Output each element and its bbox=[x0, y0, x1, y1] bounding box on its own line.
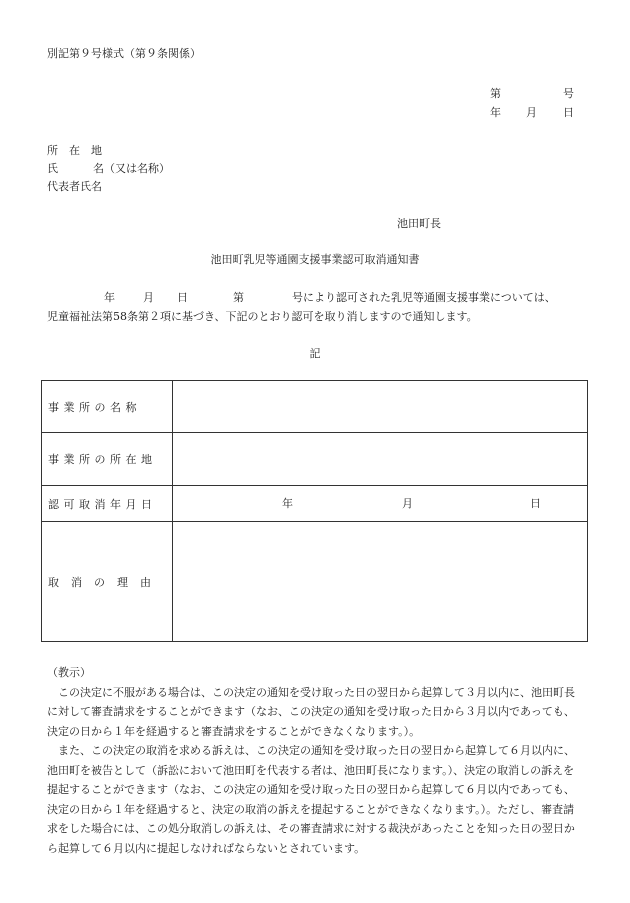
revocation-day: 日 bbox=[530, 497, 541, 510]
address-label: 所 在 地 bbox=[47, 144, 102, 157]
form-number: 別記第９号様式（第９条関係） bbox=[47, 47, 201, 60]
ki-marker: 記 bbox=[309, 347, 321, 360]
notes-paragraph-2: また、この決定の取消を求める訴えは、この決定の通知を受け取った日の翌日から起算して６月以内に、池田町を被告として（訴訟において池田町を代表する者は、池田町長になります。）、決定の取消しの訴えを提起することができます（なお、この決定の通知を受け取った日の翌日から起算して６月以内であっても、決定の日から１年を経過すると、決定の取消の訴えを提起することができなくなります。）。ただし、審査請求をした場合には、この処分取消しの訴えは、その審査請求に対する裁決があったことを知った日の翌日から起算して６月以内に提起しなければならないとされています。 bbox=[47, 744, 575, 855]
body-month: 月 bbox=[143, 291, 154, 304]
body-day: 日 bbox=[177, 291, 188, 304]
doc-number-suffix: 号 bbox=[563, 87, 574, 100]
revocation-month: 月 bbox=[402, 497, 413, 510]
row-label-revocation-date: 認 可 取 消 年 月 日 bbox=[42, 486, 173, 522]
row-label-revocation-reason: 取 消 の 理 由 bbox=[42, 522, 173, 642]
revocation-year: 年 bbox=[282, 497, 293, 510]
row-label-facility-name: 事 業 所 の 名 称 bbox=[42, 381, 173, 433]
body-number-prefix: 第 bbox=[233, 291, 244, 304]
table-row bbox=[42, 381, 588, 433]
body-year: 年 bbox=[104, 291, 115, 304]
row-value-facility-address bbox=[173, 433, 588, 486]
body-line2: 児童福祉法第58条第２項に基づき、下記のとおり認可を取り消しますので通知します。 bbox=[47, 310, 478, 323]
doc-number-prefix: 第 bbox=[490, 87, 501, 100]
row-value-facility-name bbox=[173, 381, 588, 433]
doc-date-month: 月 bbox=[526, 106, 537, 119]
notes-paragraph-1: この決定に不服がある場合は、この決定の通知を受け取った日の翌日から起算して３月以内に、池田町長に対して審査請求をすることができます（なお、この決定の通知を受け取った日から３月以内であっても、決定の日から１年を経過すると審査請求をすることができなくなります。）。 bbox=[47, 685, 575, 738]
body-line1: 号により認可された乳児等通園支援事業については、 bbox=[292, 291, 556, 304]
name-label-part2: 名（又は名称） bbox=[93, 162, 170, 175]
row-value-revocation-reason bbox=[173, 522, 588, 642]
representative-label: 代表者氏名 bbox=[47, 180, 102, 193]
issuer: 池田町長 bbox=[397, 217, 441, 230]
table-row bbox=[42, 486, 588, 522]
name-label-part1: 氏 bbox=[47, 162, 58, 175]
document-title: 池田町乳児等通園支援事業認可取消通知書 bbox=[210, 253, 420, 266]
doc-date-year: 年 bbox=[490, 106, 501, 119]
details-table bbox=[41, 380, 588, 642]
doc-date-day: 日 bbox=[563, 106, 574, 119]
row-label-facility-address: 事 業 所 の 所 在 地 bbox=[42, 433, 173, 486]
table-row bbox=[42, 433, 588, 486]
notes-heading: （教示） bbox=[47, 666, 91, 679]
row-value-revocation-date bbox=[173, 486, 588, 522]
table-row bbox=[42, 522, 588, 642]
instruction-notes bbox=[47, 663, 577, 858]
